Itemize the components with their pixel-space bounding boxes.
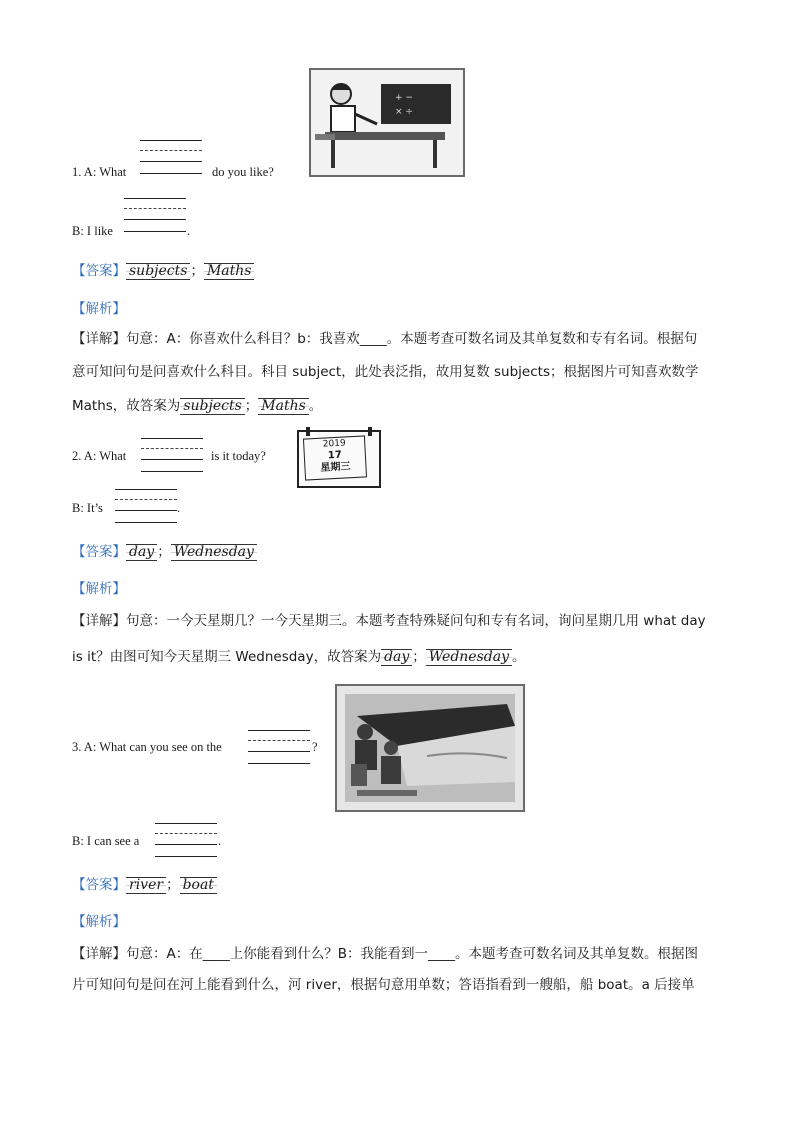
q2-detail-line-2-text: is it？由图可知今天星期三 Wednesday，故答案为	[72, 649, 382, 665]
q3-answer-label: 【答案】	[72, 877, 126, 893]
q2-analysis-label: 【解析】	[72, 581, 126, 597]
q1-detail-end: 。	[308, 398, 323, 414]
q3-blank-2[interactable]	[155, 823, 217, 857]
q1-question-b: B: I like	[72, 224, 113, 238]
q2-question-b-end: .	[177, 501, 181, 515]
q1-answer-row	[72, 259, 254, 280]
q2-answer-label: 【答案】	[72, 544, 126, 560]
q2-answer-row	[72, 540, 257, 561]
q2-question-a-suffix: is it today?	[211, 449, 266, 463]
q1-question-b-end: .	[187, 224, 191, 238]
q2-detail-answer-1: day	[381, 649, 412, 666]
calendar-day: 17	[327, 449, 343, 462]
q2-question-b: B: It’s	[72, 501, 103, 515]
q1-answer-label: 【答案】	[72, 263, 126, 279]
student-at-desk-illustration	[311, 70, 463, 175]
q1-detail-answer-2: Maths	[258, 398, 309, 415]
q1-answer-separator: ；	[190, 263, 204, 279]
q1-detail-separator: ；	[244, 398, 259, 414]
q2-answer-separator: ；	[157, 544, 171, 560]
q2-blank-1[interactable]	[141, 438, 203, 472]
classroom-picture	[309, 68, 465, 177]
q3-question-b-end: .	[218, 834, 222, 848]
q3-answer-row	[72, 873, 217, 894]
q2-blank-2[interactable]	[115, 489, 177, 523]
q2-question-a: 2. A: What	[72, 449, 127, 463]
q1-blank-2[interactable]	[124, 198, 186, 232]
calendar-weekday: 星期三	[320, 461, 351, 474]
q3-analysis-label: 【解析】	[72, 914, 126, 930]
q3-answer-2: boat	[180, 877, 217, 894]
q1-answer-2: Maths	[204, 263, 255, 280]
svg-text:× ÷: × ÷	[395, 107, 413, 117]
q2-answer-2: Wednesday	[171, 544, 257, 561]
svg-text:+ −: + −	[395, 93, 413, 103]
q1-question-a: 1. A: What	[72, 165, 127, 179]
q1-answer-1: subjects	[126, 263, 190, 280]
people-by-river-illustration	[337, 686, 523, 810]
q3-question-a-end: ?	[312, 740, 318, 754]
q1-question-a-suffix: do you like?	[212, 165, 274, 179]
q3-detail-line-1: 【详解】句意：A：在____上你能看到什么？B：我能看到一____。本题考查可数名词及其单复数。根据图	[72, 946, 698, 962]
q1-blank-1[interactable]	[140, 140, 202, 174]
q2-detail-end: 。	[512, 649, 526, 665]
q2-answer-1: day	[126, 544, 157, 561]
q1-detail-answer-1: subjects	[180, 398, 244, 415]
q2-detail-answer-2: Wednesday	[426, 649, 512, 666]
q1-detail-line-1: 【详解】句意：A：你喜欢什么科目？b：我喜欢____。本题考查可数名词及其单复数和专有名词。根据句	[72, 331, 698, 347]
calendar-year: 2019	[322, 438, 346, 450]
q2-detail-line-2	[72, 645, 526, 666]
q3-answer-separator: ；	[166, 877, 180, 893]
q1-detail-line-3	[72, 394, 322, 415]
q1-analysis-label: 【解析】	[72, 301, 126, 317]
q1-detail-line-3-text: Maths，故答案为	[72, 398, 181, 414]
q3-answer-1: river	[126, 877, 166, 894]
q2-detail-line-1: 【详解】句意：一今天星期几？一今天星期三。本题考查特殊疑问句和专有名词，询问星期几用 what day	[72, 613, 706, 629]
q2-detail-separator: ；	[412, 649, 426, 665]
river-boat-picture	[335, 684, 525, 812]
q3-question-b: B: I can see a	[72, 834, 140, 848]
q3-detail-line-2: 片可知问句是问在河上能看到什么，河 river，根据句意用单数；答语指看到一艘船，船 boat。a 后接单	[72, 977, 695, 993]
q3-blank-1[interactable]	[248, 730, 310, 764]
calendar-picture	[297, 430, 381, 488]
q1-detail-line-2: 意可知问句是问喜欢什么科目。科目 subject，此处表泛指，故用复数 subjects；根据图片可知喜欢数学	[72, 364, 699, 380]
q3-question-a: 3. A: What can you see on the	[72, 740, 222, 754]
